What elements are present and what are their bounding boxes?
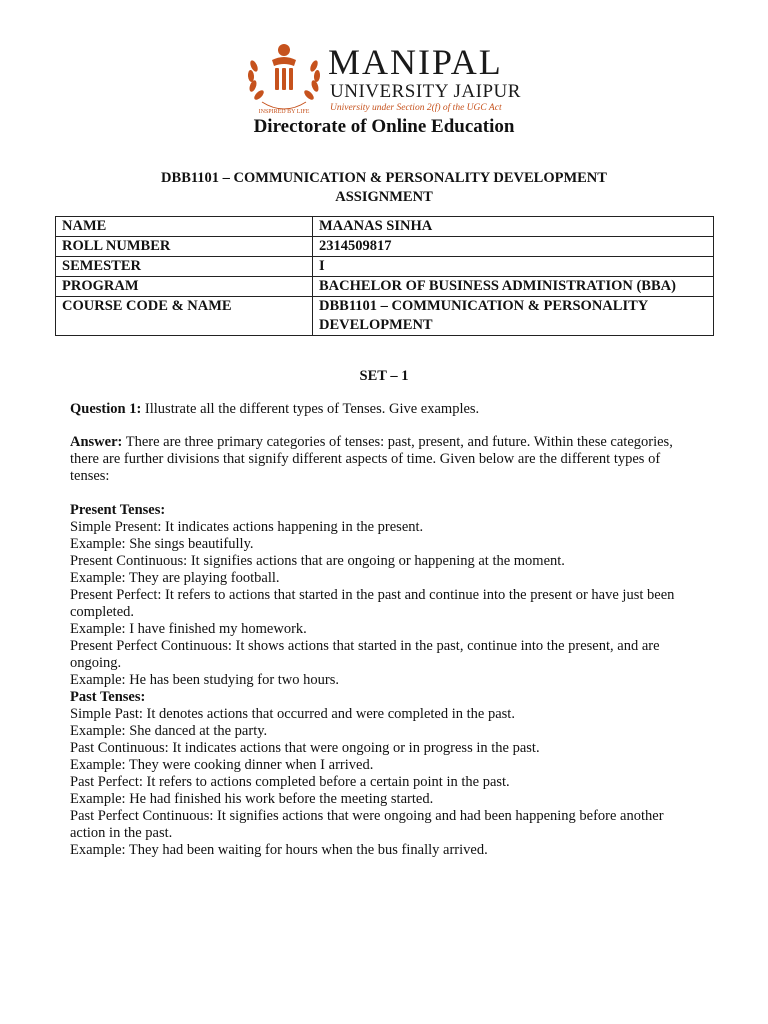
info-value: 2314509817 <box>313 237 714 257</box>
info-key: COURSE CODE & NAME <box>56 297 313 336</box>
course-title <box>0 169 768 207</box>
tenses-list <box>70 502 700 859</box>
university-logo <box>244 40 534 116</box>
brand-name: MANIPAL <box>328 42 503 82</box>
list-item: Example: He has been studying for two hours. <box>70 672 340 688</box>
brand-tagline: University under Section 2(f) of the UGC Act <box>330 103 502 113</box>
table-row <box>56 217 714 237</box>
list-item: Example: She sings beautifully. <box>70 536 254 552</box>
question-label: Question 1: <box>70 401 142 417</box>
list-item: Simple Present: It indicates actions happening in the present. <box>70 519 424 535</box>
question-text: Illustrate all the different types of Tenses. Give examples. <box>141 401 480 417</box>
list-item: Example: They are playing football. <box>70 570 280 586</box>
table-row <box>56 297 714 336</box>
table-row <box>56 237 714 257</box>
list-item: Example: They were cooking dinner when I arrived. <box>70 757 374 773</box>
table-row <box>56 257 714 277</box>
info-key: PROGRAM <box>56 277 313 297</box>
course-title-line1: DBB1101 – COMMUNICATION & PERSONALITY DEVELOPMENT <box>161 170 607 186</box>
brand-subtitle: UNIVERSITY JAIPUR <box>330 81 521 102</box>
list-item: Past Continuous: It indicates actions that were ongoing or in progress in the past. <box>70 740 540 756</box>
list-item: Present Perfect Continuous: It shows actions that started in the past, continue into the present, and are ongoing. <box>70 638 660 671</box>
directorate-heading: Directorate of Online Education <box>253 116 515 137</box>
info-value: MAANAS SINHA <box>313 217 714 237</box>
info-value: DBB1101 – COMMUNICATION & PERSONALITY DEVELOPMENT <box>313 297 714 336</box>
student-info-table <box>55 216 714 336</box>
answer-text: There are three primary categories of tenses: past, present, and future. Within these categories, there are further divisions that signify different aspects of time. Given below are the different types of tenses: <box>70 434 673 484</box>
emblem-text: INSPIRED BY LIFE <box>258 109 310 115</box>
list-item: Present Perfect: It refers to actions that started in the past and continue into the present or have just been completed. <box>70 587 675 620</box>
list-item: Example: He had finished his work before the meeting started. <box>70 791 434 807</box>
section-heading: Present Tenses: <box>70 502 166 518</box>
info-value: I <box>313 257 714 277</box>
course-title-line2: ASSIGNMENT <box>335 189 433 205</box>
answer-label: Answer: <box>70 434 123 450</box>
info-key: SEMESTER <box>56 257 313 277</box>
list-item: Example: She danced at the party. <box>70 723 268 739</box>
list-item: Simple Past: It denotes actions that occurred and were completed in the past. <box>70 706 515 722</box>
info-value: BACHELOR OF BUSINESS ADMINISTRATION (BBA) <box>313 277 714 297</box>
list-item: Past Perfect: It refers to actions completed before a certain point in the past. <box>70 774 510 790</box>
manipal-emblem-icon <box>244 40 324 116</box>
table-row <box>56 277 714 297</box>
answer-paragraph <box>70 434 700 485</box>
question-paragraph <box>70 401 700 418</box>
list-item: Present Continuous: It signifies actions that are ongoing or happening at the moment. <box>70 553 565 569</box>
list-item: Example: I have finished my homework. <box>70 621 307 637</box>
info-key: ROLL NUMBER <box>56 237 313 257</box>
info-key: NAME <box>56 217 313 237</box>
section-heading: Past Tenses: <box>70 689 146 705</box>
list-item: Past Perfect Continuous: It signifies actions that were ongoing and had been happening before another action in the past. <box>70 808 664 841</box>
set-title: SET – 1 <box>359 368 409 384</box>
list-item: Example: They had been waiting for hours when the bus finally arrived. <box>70 842 488 858</box>
